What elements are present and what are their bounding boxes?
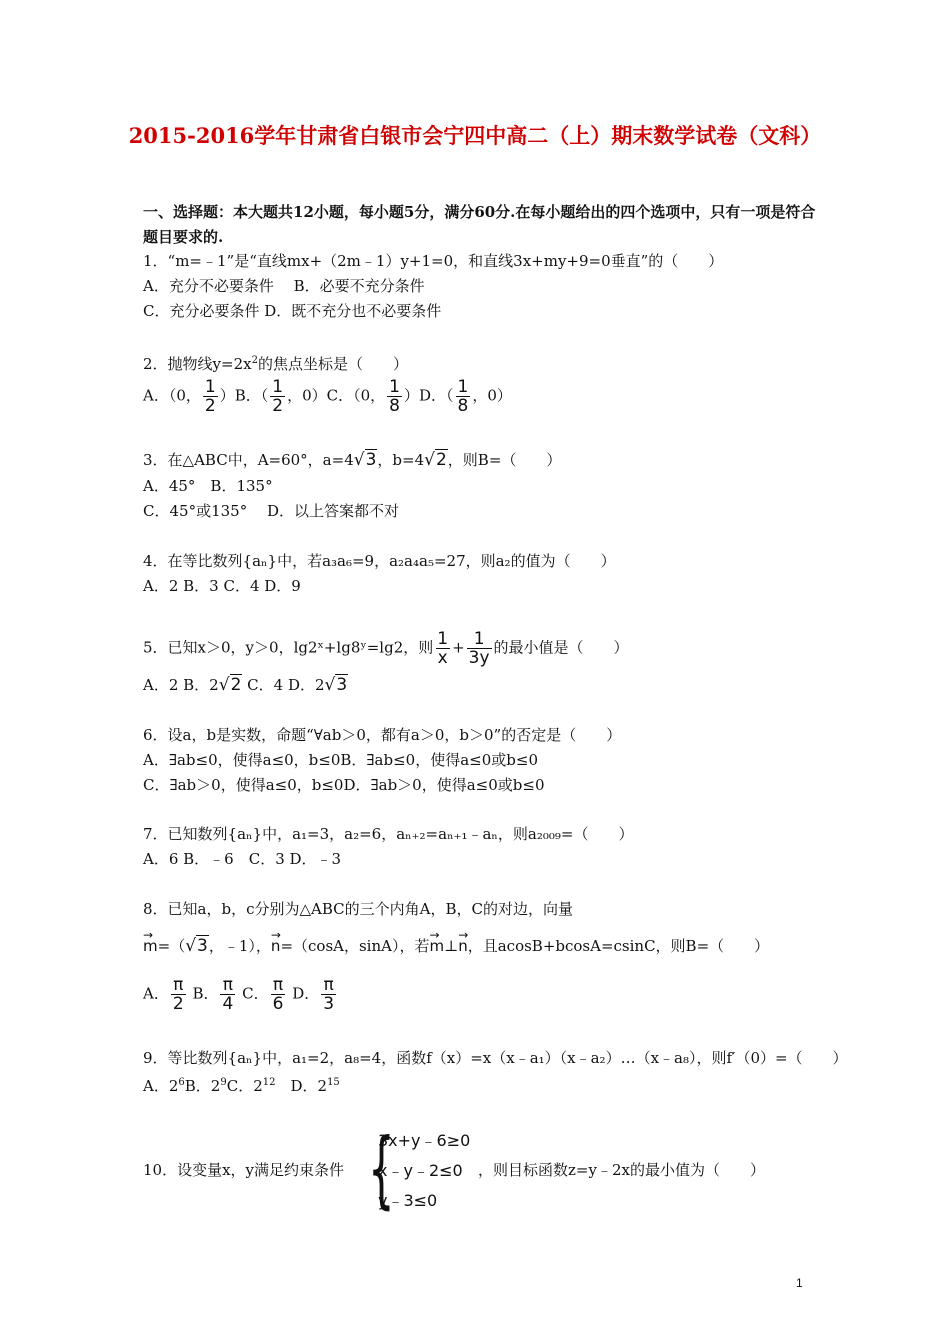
q5-frac-1-den: x	[437, 648, 448, 668]
q8-frac-b-den: 4	[222, 994, 234, 1014]
q8-frac-d-num: π	[323, 975, 334, 995]
question-1-stem: 1．“m=﹣1”是“直线mx+（2m﹣1）y+1=0，和直线3x+my+9=0垂直”的（ ）	[143, 252, 724, 270]
q8-frac-d-den: 3	[323, 994, 335, 1014]
q2-d-close: ，0）	[472, 386, 512, 405]
q5-frac-2-den: 3y	[468, 648, 490, 668]
q5-rad-d: 3	[336, 675, 348, 695]
q8-tail: ，且acosB+bcosA=csinC，则B=（ ）	[467, 937, 770, 955]
q8-m-eq: =（	[157, 937, 186, 955]
page-number: 1	[796, 1276, 803, 1290]
q3-rad-a: 3	[365, 450, 377, 470]
q3-rad-b: 2	[435, 450, 447, 470]
q5-rad-b: 2	[230, 675, 242, 695]
q2-frac-b-num: 1	[272, 377, 284, 397]
constraint-1: 3x+y﹣6≥0	[378, 1131, 471, 1150]
perp-symbol: ⊥	[444, 937, 459, 955]
q8-m-rest: ，﹣1），	[208, 937, 271, 955]
q5-frac-1-num: 1	[437, 629, 449, 649]
q5-opt-c: C．4 D．2	[242, 676, 325, 694]
q5-stem-b: 的最小值是（ ）	[493, 638, 629, 657]
question-6-options-ab: A．∃ab≤0，使得a≤0，b≤0B．∃ab≤0，使得a≤0或b≤0	[143, 751, 538, 769]
q2-a-close: ）B．（	[219, 386, 269, 405]
q8-frac-c-num: π	[272, 975, 284, 995]
q8-frac-d	[321, 976, 336, 1013]
question-4-options: A．2 B．3 C．4 D．9	[143, 577, 301, 595]
q8-opt-c: C．	[242, 984, 269, 1003]
q9-opt-a: A．2	[143, 1077, 179, 1095]
perp-vector-n: → n	[458, 936, 468, 956]
q2-frac-d	[456, 378, 471, 415]
question-10	[143, 1120, 823, 1218]
question-5-stem	[143, 630, 629, 667]
question-8-options	[143, 976, 338, 1013]
q8-opt-d: D．	[292, 984, 320, 1003]
q3-sqrt-a: √3	[353, 450, 377, 470]
question-3-stem	[143, 450, 561, 470]
q3-stem-c: ，则B=（ ）	[447, 451, 562, 469]
question-6-options-cd: C．∃ab＞0，使得a≤0，b≤0D．∃ab＞0，使得a≤0或b≤0	[143, 776, 545, 794]
question-6-stem: 6．设a，b是实数，命题“∀ab＞0，都有a＞0，b＞0”的否定是（ ）	[143, 726, 622, 744]
q5-sqrt-b: √2	[218, 675, 242, 695]
q2-frac-a	[203, 378, 218, 415]
q8-frac-a-den: 2	[172, 994, 184, 1014]
q8-frac-a	[171, 976, 186, 1013]
question-2-options	[143, 378, 512, 415]
q9-sup-b: 9	[220, 1077, 227, 1088]
q2-frac-d-num: 1	[457, 377, 469, 397]
q9-sup-d: 15	[327, 1077, 340, 1088]
q2-stem-sup: 2	[251, 355, 258, 366]
section-heading: 一、选择题：本大题共12小题，每小题5分，满分60分.在每小题给出的四个选项中，只有一项是符合题目要求的.	[143, 203, 816, 246]
q5-stem-a: 5．已知x＞0，y＞0，lg2ˣ+lg8ʸ=lg2，则	[143, 638, 434, 657]
q2-frac-b-den: 2	[272, 396, 284, 416]
q2-c-close: ）D．（	[403, 386, 454, 405]
q5-opt-a: A．2 B．2	[143, 676, 219, 694]
q5-frac-2-num: 1	[473, 629, 485, 649]
constraint-brace: {	[368, 1120, 395, 1218]
question-2-stem	[143, 351, 408, 374]
q9-opt-d: D．2	[275, 1077, 328, 1095]
q2-frac-d-den: 8	[457, 396, 469, 416]
q5-frac-1	[435, 630, 450, 667]
question-4-stem: 4．在等比数列{aₙ}中，若a₃a₆=9，a₂a₄a₅=27，则a₂的值为（ ）	[143, 552, 616, 570]
q8-sqrt-m: √3	[185, 936, 208, 956]
perp-vector-m: → m	[429, 936, 444, 956]
q10-stem-a: 10．设变量x，y满足约束条件	[143, 1161, 345, 1179]
q2-frac-a-den: 2	[204, 396, 216, 416]
q3-stem-b: ，b=4	[377, 451, 425, 469]
question-8-vectors	[143, 936, 769, 956]
question-9-stem: 9．等比数列{aₙ}中，a₁=2，a₈=4，函数f（x）=x（x﹣a₁）（x﹣a₂）…（x﹣a₈），则f′（0）=（ ）	[143, 1049, 848, 1067]
q8-opt-a: A．	[143, 984, 169, 1003]
q5-sqrt-d: √3	[324, 675, 348, 695]
q5-frac-2	[467, 630, 492, 667]
q9-sup-a: 6	[178, 1077, 185, 1088]
q8-frac-c-den: 6	[272, 994, 284, 1014]
q2-a-label: A．（0，	[143, 386, 201, 405]
constraint-3: y﹣3≤0	[378, 1191, 438, 1210]
q8-rad-m: 3	[197, 936, 208, 956]
q3-sqrt-b: √2	[424, 450, 447, 470]
question-3-options-cd: C．45°或135° D．以上答案都不对	[143, 502, 399, 520]
q8-frac-b-num: π	[222, 975, 234, 995]
constraint-2: x﹣y﹣2≤0	[378, 1161, 463, 1180]
q2-stem-a: 2．抛物线y=2x	[143, 355, 252, 373]
question-8-stem: 8．已知a，b，c分别为△ABC的三个内角A，B，C的对边，向量	[143, 900, 573, 918]
q8-frac-c	[271, 976, 286, 1013]
q2-frac-b	[270, 378, 285, 415]
q3-stem-a: 3．在△ABC中，A=60°，a=4	[143, 451, 354, 469]
q9-opt-b: B．2	[184, 1077, 221, 1095]
question-5-options	[143, 675, 348, 695]
q8-frac-b	[220, 976, 235, 1013]
q2-stem-b: 的焦点坐标是（ ）	[257, 355, 408, 373]
q5-plus: +	[452, 638, 465, 657]
q8-frac-a-num: π	[173, 975, 184, 995]
question-7-stem: 7．已知数列{aₙ}中，a₁=3，a₂=6，aₙ₊₂=aₙ₊₁﹣aₙ，则a₂₀₀₉=（ ）	[143, 825, 634, 843]
q9-sup-c: 12	[262, 1077, 276, 1088]
q8-opt-b: B．	[192, 984, 219, 1003]
question-1-options-cd: C．充分必要条件 D．既不充分也不必要条件	[143, 302, 442, 320]
q10-stem-b: ，则目标函数z=y﹣2x的最小值为（ ）	[478, 1161, 765, 1179]
vector-m: → m	[143, 936, 158, 956]
page-title: 2015-2016学年甘肃省白银市会宁四中高二（上）期末数学试卷（文科）	[128, 123, 822, 148]
q2-frac-c-den: 8	[389, 396, 400, 416]
q8-n-eq: =（cosA，sinA），若	[280, 937, 430, 955]
q2-b-close: ，0）C．（0，	[287, 386, 386, 405]
q2-frac-a-num: 1	[204, 377, 216, 397]
q2-frac-c	[387, 378, 402, 415]
question-1-options-ab: A．充分不必要条件 B．必要不充分条件	[143, 277, 425, 295]
question-7-options: A．6 B．﹣6 C．3 D．﹣3	[143, 850, 342, 868]
vector-n: → n	[271, 936, 281, 956]
question-9-options	[143, 1073, 340, 1096]
question-3-options-ab: A．45° B．135°	[143, 477, 273, 495]
q2-frac-c-num: 1	[389, 377, 400, 397]
q9-opt-c: C．2	[226, 1077, 263, 1095]
